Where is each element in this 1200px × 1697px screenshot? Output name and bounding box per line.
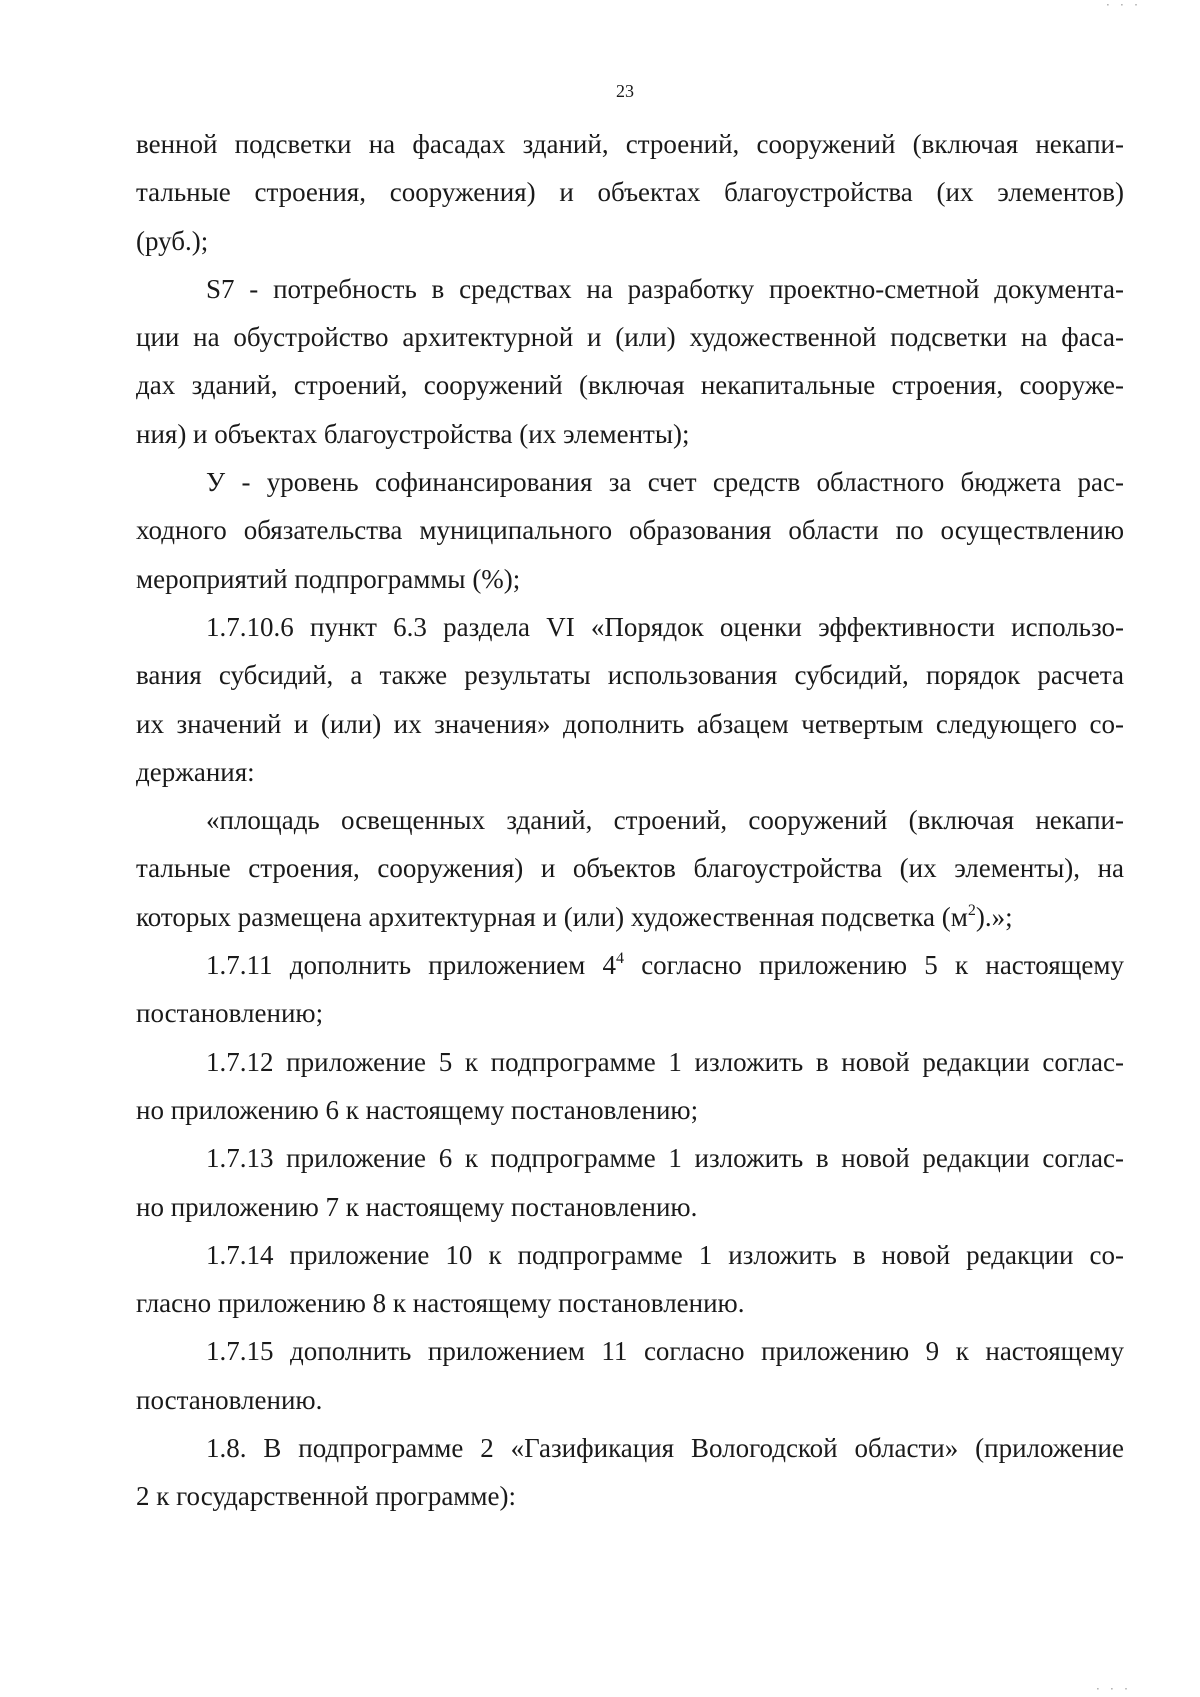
text-line: тальные строения, сооружения) и объектов благоустройства (их элементы), на: [136, 853, 1124, 884]
text-fragment: 1.7.11 дополнить приложением 4: [206, 950, 616, 981]
text-line: [136, 941, 1124, 989]
text-line: но приложению 6 к настоящему постановлению;: [136, 1094, 699, 1125]
text-line: но приложению 7 к настоящему постановлению.: [136, 1191, 698, 1222]
text-line: 1.7.10.6 пункт 6.3 раздела VI «Порядок оценки эффективности использо-: [206, 611, 1124, 642]
text-line: [136, 893, 1124, 941]
paragraph-rub: [136, 120, 1124, 265]
text-line: ции на обустройство архитектурной и (или) художественной подсветки на фаса-: [136, 322, 1124, 353]
document-body: [136, 120, 1124, 1521]
text-line: их значений и (или) их значения» дополнить абзацем четвертым следующего со-: [136, 708, 1124, 739]
text-line: тальные строения, сооружения) и объектах благоустройства (их элементов): [136, 177, 1124, 208]
text-line: (руб.);: [136, 225, 209, 256]
paragraph-1-7-11: [136, 941, 1124, 1038]
text-line: S7 - потребность в средствах на разработку проектно-сметной документа-: [206, 273, 1124, 304]
page-number: 23: [616, 81, 634, 101]
scan-edge-mark: · · ·: [1094, 1684, 1130, 1695]
text-line: У - уровень софинансирования за счет средств областного бюджета рас-: [206, 467, 1124, 498]
paragraph-1-8: [136, 1424, 1124, 1521]
text-line: держания:: [136, 756, 255, 787]
text-fragment: которых размещена архитектурная и (или) художественная подсветка (м: [136, 901, 968, 932]
text-line: ния) и объектах благоустройства (их элементы);: [136, 418, 690, 449]
text-line: постановлению.: [136, 1384, 323, 1415]
text-line: 1.7.14 приложение 10 к подпрограмме 1 изложить в новой редакции со-: [206, 1239, 1124, 1270]
paragraph-1-7-12: [136, 1038, 1124, 1135]
text-line: мероприятий подпрограммы (%);: [136, 563, 521, 594]
scan-edge-mark: · · ·: [1104, 0, 1140, 11]
text-line: дах зданий, строений, сооружений (включая некапитальные строения, сооруже-: [136, 370, 1124, 401]
paragraph-s7: [136, 265, 1124, 458]
text-line: «площадь освещенных зданий, строений, сооружений (включая некапи-: [206, 805, 1124, 836]
paragraph-area-quote: [136, 796, 1124, 941]
text-line: 1.7.13 приложение 6 к подпрограмме 1 изложить в новой редакции соглас-: [206, 1143, 1124, 1174]
text-line: 1.7.15 дополнить приложением 11 согласно приложению 9 к настоящему: [206, 1336, 1124, 1367]
paragraph-1-7-14: [136, 1231, 1124, 1328]
paragraph-1-7-15: [136, 1327, 1124, 1424]
superscript: 4: [615, 950, 624, 968]
text-fragment: ).»;: [975, 901, 1013, 932]
text-line: ходного обязательства муниципального образования области по осуществлению: [136, 515, 1124, 546]
text-line: 1.7.12 приложение 5 к подпрограмме 1 изложить в новой редакции соглас-: [206, 1046, 1124, 1077]
text-line: венной подсветки на фасадах зданий, строений, сооружений (включая некапи-: [136, 129, 1124, 159]
text-fragment: согласно приложению 5 к настоящему: [623, 950, 1124, 981]
text-line: постановлению;: [136, 998, 324, 1029]
paragraph-1-7-13: [136, 1134, 1124, 1231]
superscript: 2: [967, 901, 976, 919]
text-line: 2 к государственной программе):: [136, 1481, 516, 1512]
text-line: гласно приложению 8 к настоящему постановлению.: [136, 1288, 745, 1319]
paragraph-level-u: [136, 458, 1124, 603]
paragraph-1-7-10-6: [136, 603, 1124, 796]
text-line: 1.8. В подпрограмме 2 «Газификация Вологодской области» (приложение: [206, 1433, 1124, 1464]
text-line: вания субсидий, а также результаты использования субсидий, порядок расчета: [136, 660, 1124, 691]
